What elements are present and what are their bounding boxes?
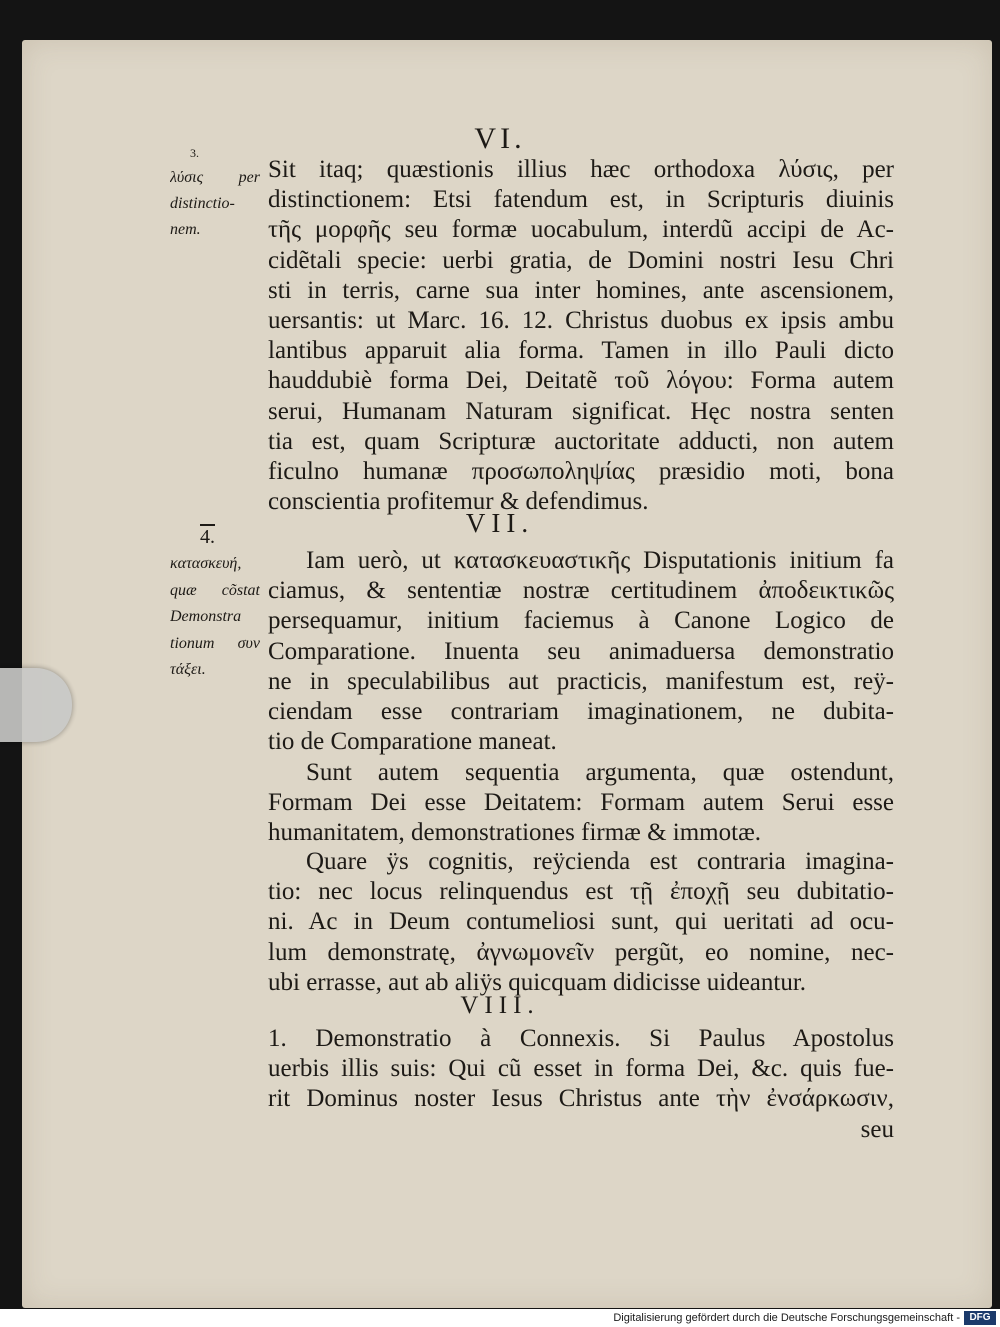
text-line-viii-2: uerbis illis suis: Qui cũ esset in forma Dei, &c. quis fue- <box>268 1055 894 1083</box>
text-line-vi-1: Sit itaq; quæstionis illius hæc orthodoxa λύσις, per <box>268 156 894 183</box>
text-line-vii-p1-6: ciendam esse contrariam imaginationem, ne dubita- <box>268 698 894 725</box>
margin-note-vii-3: Demonstra <box>170 608 242 625</box>
text-line-vi-11: ficulno humanæ προσωποληψίας præsidio moti, bona <box>268 458 894 485</box>
margin-note-vi-2: distinctio- <box>170 195 235 212</box>
text-line-vi-2: distinctionem: Etsi fatendum est, in Scripturis diuinis <box>268 186 894 214</box>
text-line-vii-p3-1: Quare ÿs cognitis, reÿcienda est contraria imagina- <box>306 848 894 875</box>
margin-note-vii-4: tionum συν <box>170 634 260 652</box>
text-line-viii-1: 1. Demonstratio à Connexis. Si Paulus Apostolus <box>268 1025 894 1052</box>
dfg-logo: DFG <box>964 1311 996 1325</box>
text-line-vii-p3-5: ubi errasse, aut ab aliÿs quicquam didicisse uideantur. <box>268 968 807 996</box>
text-line-vi-9: serui, Humanam Naturam significat. Hęc nostra senten <box>268 397 894 425</box>
margin-number-vii: 4. <box>200 526 215 548</box>
text-line-vii-p2-1: Sunt autem sequentia argumenta, quæ ostendunt, <box>306 759 894 786</box>
text-line-vii-p2-3: humanitatem, demonstrationes firmæ & immotæ. <box>268 819 761 847</box>
text-line-vii-p1-3: persequamur, initium faciemus à Canone Logico de <box>268 607 894 635</box>
text-line-vii-p3-2: tio: nec locus relinquendus est τῇ ἐποχῇ seu dubitatio- <box>268 878 894 906</box>
text-line-vii-p1-1: Iam uerò, ut κατασκευαστικῆς Disputationis initium fa <box>306 547 894 574</box>
text-line-vi-6: uersantis: ut Marc. 16. 12. Christus duobus ex ipsis ambu <box>268 307 894 334</box>
text-line-viii-3: rit Dominus noster Iesus Christus ante τὴν ἐνσάρκωσιν, <box>268 1085 894 1113</box>
margin-note-vi-1: λύσις per <box>170 169 260 186</box>
margin-number-vi: 3. <box>190 146 199 160</box>
text-line-vi-12: conscientia profitemur & defendimus. <box>268 488 649 516</box>
footer-text: Digitalisierung gefördert durch die Deutsche Forschungsgemeinschaft - <box>613 1312 960 1324</box>
text-line-vi-5: sti in terris, carne sua inter homines, ante ascensionem, <box>268 276 894 304</box>
text-line-vii-p3-3: ni. Ac in Deum contumeliosi sunt, qui ueritati ad ocu- <box>268 908 894 936</box>
text-line-vi-7: lantibus apparuit alia forma. Tamen in illo Pauli dicto <box>268 337 894 365</box>
text-line-vii-p3-4: lum demonstratę, ἀγνωμονεῖν pergũt, eo nomine, nec- <box>268 938 894 966</box>
margin-note-vii-1: κατασκευή, <box>170 555 242 572</box>
margin-note-vii-5: τάξει. <box>170 661 206 678</box>
text-line-vi-4: cidẽtali specie: uerbi gratia, de Domini nostri Iesu Chri <box>268 246 894 274</box>
text-line-vi-3: τῆς μορφῆς seu formæ uocabulum, interdũ accipi de Ac- <box>268 216 894 244</box>
text-line-vii-p1-7: tio de Comparatione maneat. <box>268 728 557 756</box>
footer-bar <box>0 1309 1000 1327</box>
text-line-vii-p1-2: ciamus, & sententiæ nostræ certitudinem ἀποδεικτικῶς <box>268 577 894 605</box>
text-line-vii-p2-2: Formam Dei esse Deitatem: Formam autem Serui esse <box>268 789 894 817</box>
text-line-vi-8: hauddubiè forma Dei, Deitatẽ τοῦ λόγου: Forma autem <box>268 367 894 395</box>
text-line-vii-p1-5: ne in speculabilibus aut practicis, manifestum est, reÿ- <box>268 667 894 695</box>
heading-vii: VII. <box>465 508 535 538</box>
margin-note-vi-3: nem. <box>170 221 201 238</box>
heading-vi: VI. <box>474 122 526 155</box>
catchword: seu <box>860 1115 894 1143</box>
heading-viii: VIII. <box>460 992 540 1019</box>
text-line-vii-p1-4: Comparatione. Inuenta seu animaduersa demonstratio <box>268 637 894 665</box>
page-clip <box>0 668 72 742</box>
margin-note-vii-2: quæ cõstat <box>170 581 260 599</box>
text-line-vi-10: tia est, quam Scripturæ auctoritate adducti, non autem <box>268 427 894 455</box>
